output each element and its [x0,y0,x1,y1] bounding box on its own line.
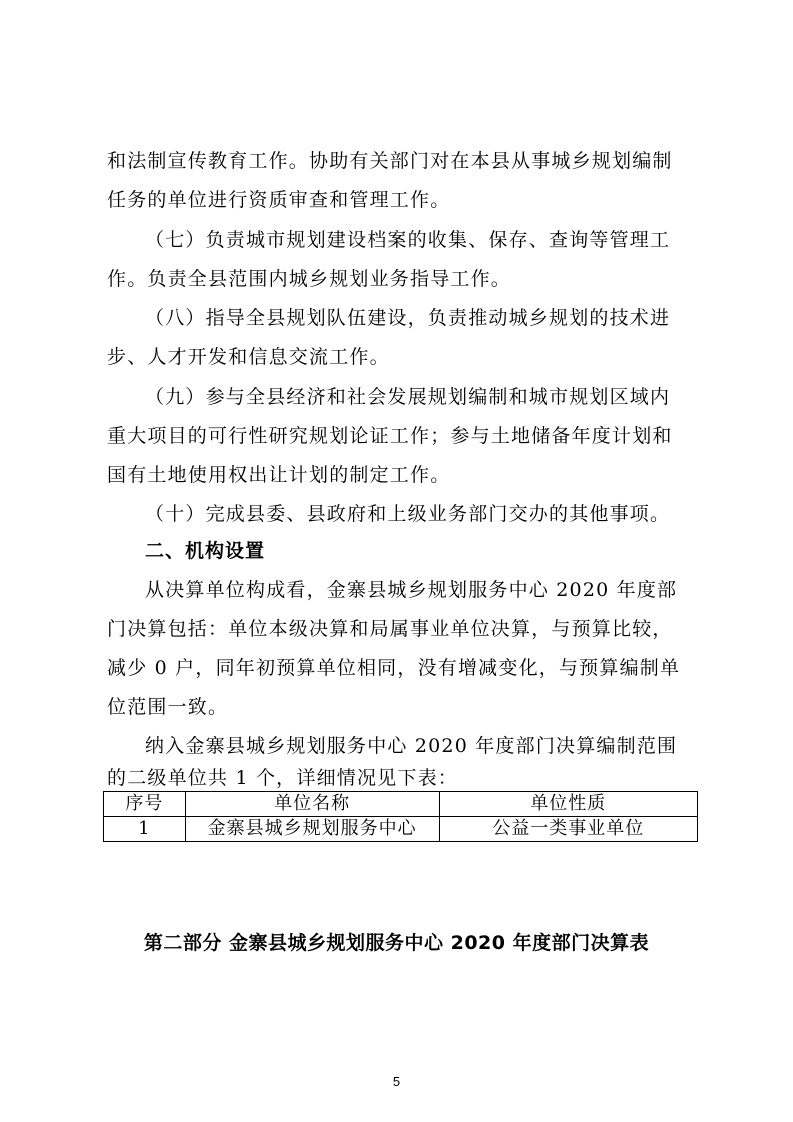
part-title: 第二部分 金寨县城乡规划服务中心 2020 年度部门决算表 [143,932,650,954]
paragraph-line: 步、人才开发和信息交流工作。 [107,346,390,368]
paragraph-line: （九）参与全县经济和社会发展规划编制和城市规划区域内 [145,386,671,408]
paragraph-line: 任务的单位进行资质审查和管理工作。 [107,189,451,211]
header-unit-name: 单位名称 [185,792,439,817]
paragraph-line: （八）指导全县规划队伍建设，负责推动城乡规划的技术进 [145,307,671,329]
paragraph-line: 和法制宣传教育工作。协助有关部门对在本县从事城乡规划编制 [107,150,673,172]
table-header-row [104,792,698,817]
paragraph-line: 作。负责全县范围内城乡规划业务指导工作。 [107,268,512,290]
cell-index: 1 [104,817,186,842]
paragraph-line: 减少 0 户，同年初预算单位相同，没有增减变化，与预算编制单 [107,657,681,679]
header-index: 序号 [104,792,186,817]
page-number: 5 [392,1074,401,1089]
cell-unit-type: 公益一类事业单位 [439,817,697,842]
paragraph-line: 国有土地使用权出让计划的制定工作。 [107,464,451,486]
cell-unit-name: 金寨县城乡规划服务中心 [185,817,439,842]
paragraph-line: 门决算包括：单位本级决算和局属事业单位决算，与预算比较， [107,618,673,640]
table-row [104,817,698,842]
section-heading: 二、机构设置 [145,540,266,562]
paragraph-line: 纳入金寨县城乡规划服务中心 2020 年度部门决算编制范围 [145,735,678,757]
paragraph-line: 重大项目的可行性研究规划论证工作；参与土地储备年度计划和 [107,425,673,447]
paragraph-line: （七）负责城市规划建设档案的收集、保存、查询等管理工 [145,229,671,251]
paragraph-line: （十）完成县委、县政府和上级业务部门交办的其他事项。 [145,503,671,525]
paragraph-line: 的二级单位共 1 个，详细情况见下表： [107,767,458,789]
paragraph-line: 从决算单位构成看，金寨县城乡规划服务中心 2020 年度部 [145,579,678,601]
paragraph-line: 位范围一致。 [107,696,229,718]
header-unit-type: 单位性质 [439,792,697,817]
units-table [103,791,698,842]
